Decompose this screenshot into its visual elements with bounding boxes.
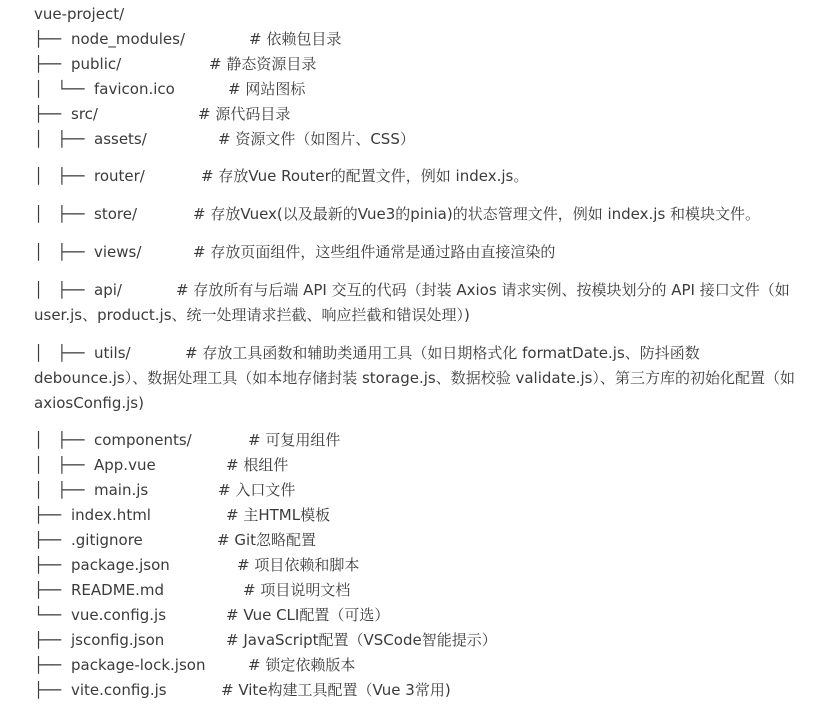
tree-item-name: README.md <box>71 581 165 599</box>
tree-item-name: App.vue <box>94 456 156 474</box>
tree-item-comment: # Git忽略配置 <box>217 531 317 549</box>
tree-item-comment: # 项目说明文档 <box>243 581 351 599</box>
tree-branch: ├── <box>34 631 66 649</box>
tree-branch: └── <box>34 606 66 624</box>
tree-item-name: index.html <box>71 506 151 524</box>
tree-item-name: jsconfig.json <box>71 631 165 649</box>
tree-item-name: api/ <box>94 281 122 299</box>
tree-row <box>0 578 834 603</box>
tree-item-name: public/ <box>71 55 122 73</box>
tree-branch: ├── <box>34 656 66 674</box>
tree-branch: │ ├── <box>34 481 90 499</box>
tree-row <box>0 628 834 653</box>
tree-branch: ├── <box>34 55 66 73</box>
tree-branch: ├── <box>34 506 66 524</box>
tree-item-comment: # 存放Vuex(以及最新的Vue3的pinia)的状态管理文件，例如 index.js 和模块文件。 <box>193 205 761 223</box>
tree-branch: ├── <box>34 30 66 48</box>
tree-branch: │ ├── <box>34 431 90 449</box>
tree-item-comment: # 入口文件 <box>218 481 296 499</box>
tree-item-comment: # 存放工具函数和辅助类通用工具（如日期格式化 formatDate.js、防抖函数 debounce.js）、数据处理工具（如本地存储封装 storage.js、数据校验 validate.js）、第三方库的初始化配置（如 axiosConfig.js) <box>34 344 795 412</box>
tree-item-name: router/ <box>94 167 145 185</box>
tree-item-name: favicon.ico <box>94 80 175 98</box>
tree-branch: ├── <box>34 556 66 574</box>
tree-branch: │ ├── <box>34 205 90 223</box>
tree-item-comment: # JavaScript配置（VSCode智能提示） <box>226 631 497 649</box>
tree-item-name: .gitignore <box>71 531 143 549</box>
tree-row <box>0 27 834 52</box>
tree-item-comment: # 主HTML模板 <box>226 506 331 524</box>
tree-row <box>0 164 834 189</box>
tree-branch: │ └── <box>34 80 90 98</box>
tree-row <box>0 528 834 553</box>
tree-branch: │ ├── <box>34 344 90 362</box>
tree-row <box>0 503 834 528</box>
tree-item-name: assets/ <box>94 130 147 148</box>
tree-item-name: views/ <box>94 243 142 261</box>
tree-item-name: utils/ <box>94 344 131 362</box>
tree-item-comment: # 项目依赖和脚本 <box>237 556 360 574</box>
tree-branch: │ ├── <box>34 243 90 261</box>
tree-branch: ├── <box>34 105 66 123</box>
tree-row <box>0 678 834 703</box>
tree-item-comment: # 锁定依赖版本 <box>248 656 356 674</box>
tree-item-name: package-lock.json <box>71 656 206 674</box>
tree-item-comment: # 源代码目录 <box>198 105 291 123</box>
tree-row <box>0 127 834 152</box>
tree-item-comment: # 存放页面组件，这些组件通常是通过路由直接渲染的 <box>193 243 556 261</box>
tree-item-comment: # 存放所有与后端 API 交互的代码（封装 Axios 请求实例、按模块划分的 API 接口文件（如 user.js、product.js、统一处理请求拦截、响应拦截和错误处理）) <box>34 281 790 324</box>
tree-item-comment: # 静态资源目录 <box>209 55 317 73</box>
tree-item-name: src/ <box>71 105 98 123</box>
tree-row <box>0 278 834 328</box>
tree-row <box>0 52 834 77</box>
tree-row <box>0 77 834 102</box>
tree-row <box>0 341 834 416</box>
tree-item-name: vite.config.js <box>71 681 167 699</box>
tree-root-label: vue-project/ <box>34 5 125 23</box>
tree-item-name: package.json <box>71 556 170 574</box>
tree-branch: │ ├── <box>34 281 90 299</box>
tree-row <box>0 478 834 503</box>
tree-row <box>0 453 834 478</box>
tree-row <box>0 553 834 578</box>
tree-row <box>0 603 834 628</box>
tree-row <box>0 240 834 265</box>
tree-item-comment: # 可复用组件 <box>248 431 341 449</box>
tree-item-name: store/ <box>94 205 137 223</box>
tree-branch: ├── <box>34 581 66 599</box>
tree-row <box>0 428 834 453</box>
tree-row <box>0 102 834 127</box>
tree-branch: ├── <box>34 531 66 549</box>
tree-branch: │ ├── <box>34 456 90 474</box>
tree-item-name: vue.config.js <box>71 606 167 624</box>
tree-row <box>0 202 834 227</box>
tree-row <box>0 653 834 678</box>
tree-item-comment: # Vue CLI配置（可选） <box>226 606 390 624</box>
tree-branch: ├── <box>34 681 66 699</box>
tree-item-comment: # 根组件 <box>226 456 289 474</box>
tree-branch: │ ├── <box>34 130 90 148</box>
tree-item-comment: # 依赖包目录 <box>249 30 342 48</box>
tree-item-name: components/ <box>94 431 192 449</box>
tree-item-name: node_modules/ <box>71 30 186 48</box>
tree-branch: │ ├── <box>34 167 90 185</box>
tree-item-comment: # Vite构建工具配置（Vue 3常用) <box>221 681 451 699</box>
tree-item-name: main.js <box>94 481 149 499</box>
tree-root <box>0 2 834 27</box>
tree-item-comment: # 资源文件（如图片、CSS） <box>218 130 415 148</box>
tree-item-comment: # 网站图标 <box>228 80 306 98</box>
tree-item-comment: # 存放Vue Router的配置文件，例如 index.js。 <box>201 167 529 185</box>
